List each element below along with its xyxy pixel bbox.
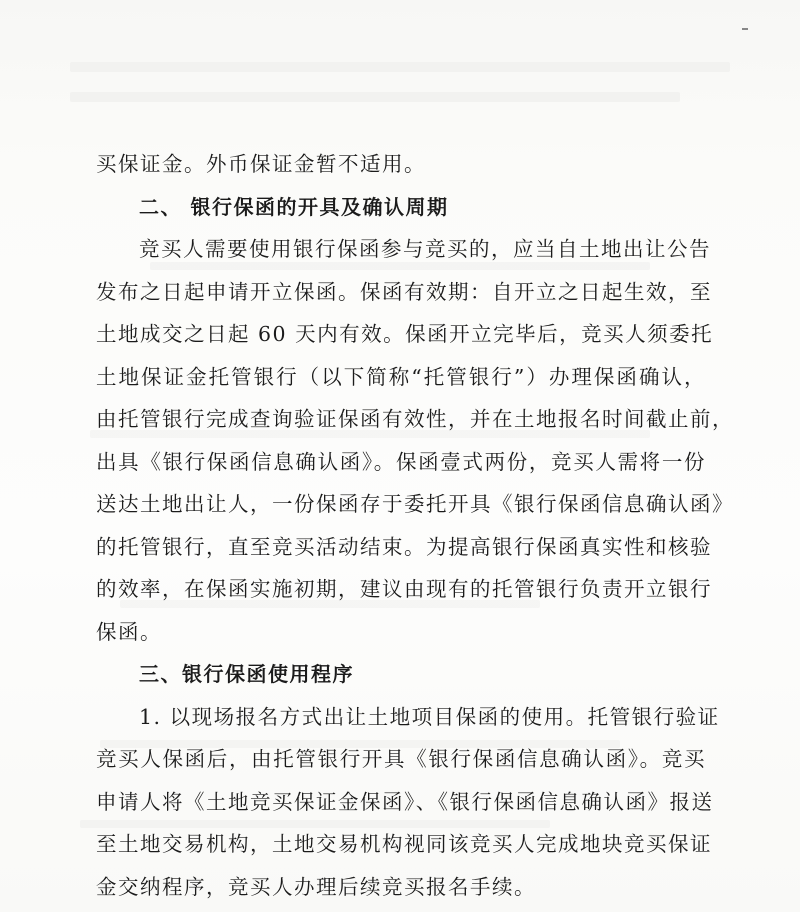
paragraph-line: 的效率，在保函实施初期，建议由现有的托管银行负责开立银行 xyxy=(96,577,712,601)
body-line: 买保证金。外币保证金暂不适用。 xyxy=(96,152,426,176)
paragraph-line: 竞买人保函后，由托管银行开具《银行保函信息确认函》。竞买 xyxy=(96,747,706,771)
paragraph-line: 出具《银行保函信息确认函》。保函壹式两份，竞买人需将一份 xyxy=(96,449,706,474)
paragraph-line: 保函。 xyxy=(96,619,162,644)
paragraph-line: 至土地交易机构，土地交易机构视同该竞买人完成地块竞买保证 xyxy=(96,832,712,856)
paragraph-line: 土地成交之日起 60 天内有效。保函开立完毕后，竞买人须委托 xyxy=(96,322,714,346)
document-body xyxy=(96,143,734,908)
paragraph-line: 金交纳程序，竞买人办理后续竞买报名手续。 xyxy=(96,874,536,899)
paragraph-line: 竞买人需要使用银行保函参与竞买的，应当自土地出让公告 xyxy=(139,237,711,261)
paragraph-line: 由托管银行完成查询验证保函有效性，并在土地报名时间截止前， xyxy=(96,407,734,431)
paragraph-line: 申请人将《土地竞买保证金保函》、《银行保函信息确认函》报送 xyxy=(96,789,714,814)
paragraph-line: 土地保证金托管银行（以下简称“托管银行”）办理保函确认， xyxy=(96,364,706,389)
scan-speck xyxy=(742,28,748,30)
paragraph-line: 送达土地出让人，一份保函存于委托开具《银行保函信息确认函》 xyxy=(96,492,734,516)
paragraph-line: 1. 以现场报名方式出让土地项目保函的使用。托管银行验证 xyxy=(139,704,720,729)
section-heading: 三、银行保函使用程序 xyxy=(139,662,354,686)
paragraph-line: 发布之日起申请开立保函。保函有效期：自开立之日起生效，至 xyxy=(96,279,712,304)
section-heading: 二、 银行保函的开具及确认周期 xyxy=(139,194,449,219)
paragraph-line: 的托管银行，直至竞买活动结束。为提高银行保函真实性和核验 xyxy=(96,534,712,559)
